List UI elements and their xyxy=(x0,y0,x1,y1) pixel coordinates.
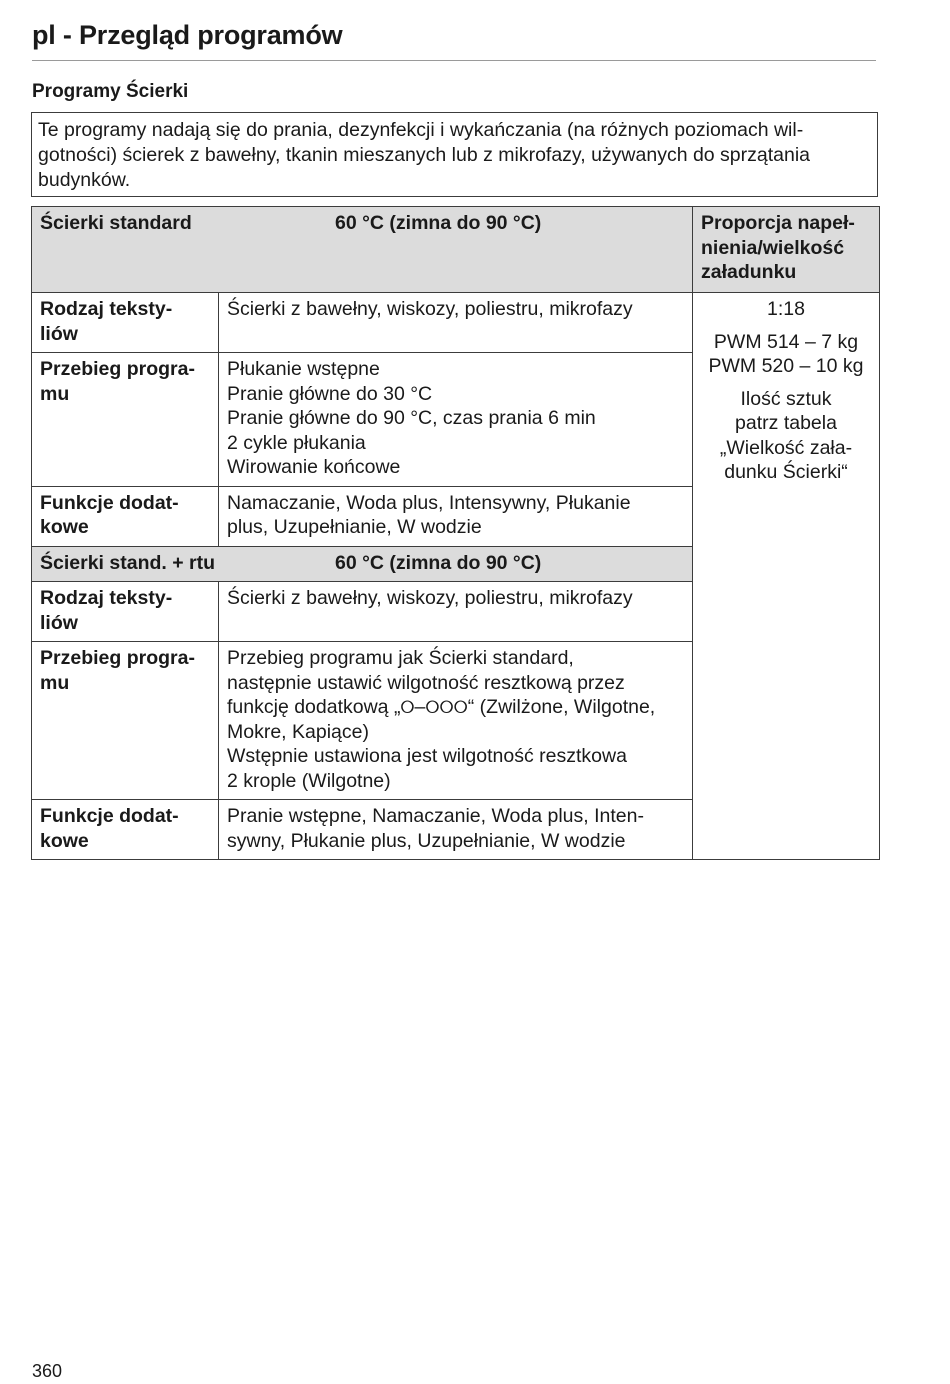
program-name: Ścierki standard xyxy=(40,212,192,234)
load-models xyxy=(701,330,871,379)
program-header-row xyxy=(32,207,880,293)
row-label-line: Funkcje dodat- xyxy=(40,805,179,827)
row-label-line: Funkcje dodat- xyxy=(40,491,179,514)
load-note xyxy=(701,387,871,485)
intro-box xyxy=(31,112,878,197)
row-value-line: Namaczanie, Woda plus, Intensywny, Płukanie xyxy=(227,491,631,514)
program-header xyxy=(32,546,693,582)
table-row xyxy=(32,293,880,353)
row-value-line: Wstępnie ustawiona jest wilgotność resztkowa xyxy=(227,745,627,767)
row-label xyxy=(32,486,219,546)
program-name: Ścierki stand. + rtu xyxy=(40,551,216,574)
program-temperature: 60 °C (zimna do 90 °C) xyxy=(335,551,542,574)
row-value-line: następnie ustawić wilgotność resztkową przez xyxy=(227,671,625,694)
program-temperature: 60 °C (zimna do 90 °C) xyxy=(335,212,542,234)
row-label xyxy=(32,582,219,642)
row-value-line: Ścierki z bawełny, wiskozy, poliestru, mikrofazy xyxy=(227,298,633,320)
program-header xyxy=(32,207,693,293)
row-value-line: Pranie główne do 90 °C, czas prania 6 min xyxy=(227,407,596,429)
row-value-line: Płukanie wstępne xyxy=(227,358,380,380)
load-note-line: patrz tabela xyxy=(735,412,837,434)
row-value xyxy=(219,486,693,546)
intro-line: Te programy nadają się do prania, dezynfekcji i wykańczania (na różnych poziomach wil- xyxy=(38,119,804,141)
page-title: pl - Przegląd programów xyxy=(32,20,343,50)
row-label-line: Przebieg progra- xyxy=(40,647,195,669)
row-label-line: Rodzaj teksty- xyxy=(40,587,173,609)
row-value-line: plus, Uzupełnianie, W wodzie xyxy=(227,516,482,538)
row-value-line: Pranie wstępne, Namaczanie, Woda plus, Inten- xyxy=(227,805,644,827)
row-label-line: kowe xyxy=(40,829,89,852)
title-divider xyxy=(32,60,876,61)
section-title: Programy Ścierki xyxy=(32,81,189,102)
load-header-line: załadunku xyxy=(701,261,797,283)
load-note-line: dunku Ścierki“ xyxy=(724,461,848,483)
row-label-line: kowe xyxy=(40,516,89,538)
row-label-line: liów xyxy=(40,322,78,345)
row-value xyxy=(219,642,693,800)
row-value-line: 2 krople (Wilgotne) xyxy=(227,769,391,792)
row-label-line: liów xyxy=(40,611,78,634)
row-value-line: sywny, Płukanie plus, Uzupełnianie, W wodzie xyxy=(227,829,626,852)
intro-line: gotności) ścierek z bawełny, tkanin mieszanych lub z mikrofazy, używanych do sprzątania xyxy=(38,144,811,166)
row-value xyxy=(219,353,693,487)
load-info-cell xyxy=(693,293,880,860)
row-value-line: 2 cykle płukania xyxy=(227,431,366,454)
intro-line: budynków. xyxy=(38,169,131,191)
row-label-line: Przebieg progra- xyxy=(40,358,195,380)
row-value-line: Ścierki z bawełny, wiskozy, poliestru, mikrofazy xyxy=(227,587,633,609)
row-label-line: Rodzaj teksty- xyxy=(40,298,173,320)
row-value xyxy=(219,293,693,353)
load-header-line: nienia/wielkość xyxy=(701,236,845,259)
load-column-header xyxy=(693,207,880,293)
row-label xyxy=(32,353,219,487)
load-note-line: „Wielkość zała- xyxy=(719,436,853,459)
load-ratio: 1:18 xyxy=(767,298,805,320)
row-label-line: mu xyxy=(40,382,70,405)
row-value xyxy=(219,582,693,642)
row-label xyxy=(32,293,219,353)
row-value-line: funkcję dodatkową „୦–୦୦୦“ (Zwilżone, Wilgotne, xyxy=(227,696,656,718)
row-value xyxy=(219,800,693,860)
load-model: PWM 514 – 7 kg xyxy=(713,330,859,353)
row-label-line: mu xyxy=(40,671,70,694)
row-value-line: Wirowanie końcowe xyxy=(227,456,401,478)
load-model: PWM 520 – 10 kg xyxy=(708,355,864,377)
load-note-line: Ilość sztuk xyxy=(740,387,832,410)
row-label xyxy=(32,800,219,860)
row-label xyxy=(32,642,219,800)
row-value-line: Przebieg programu jak Ścierki standard, xyxy=(227,647,574,669)
row-value-line: Pranie główne do 30 °C xyxy=(227,382,433,405)
load-header-line: Proporcja napeł- xyxy=(701,212,855,234)
row-value-line: Mokre, Kapiące) xyxy=(227,720,369,743)
program-table xyxy=(31,206,880,860)
page-number: 360 xyxy=(32,1361,63,1381)
